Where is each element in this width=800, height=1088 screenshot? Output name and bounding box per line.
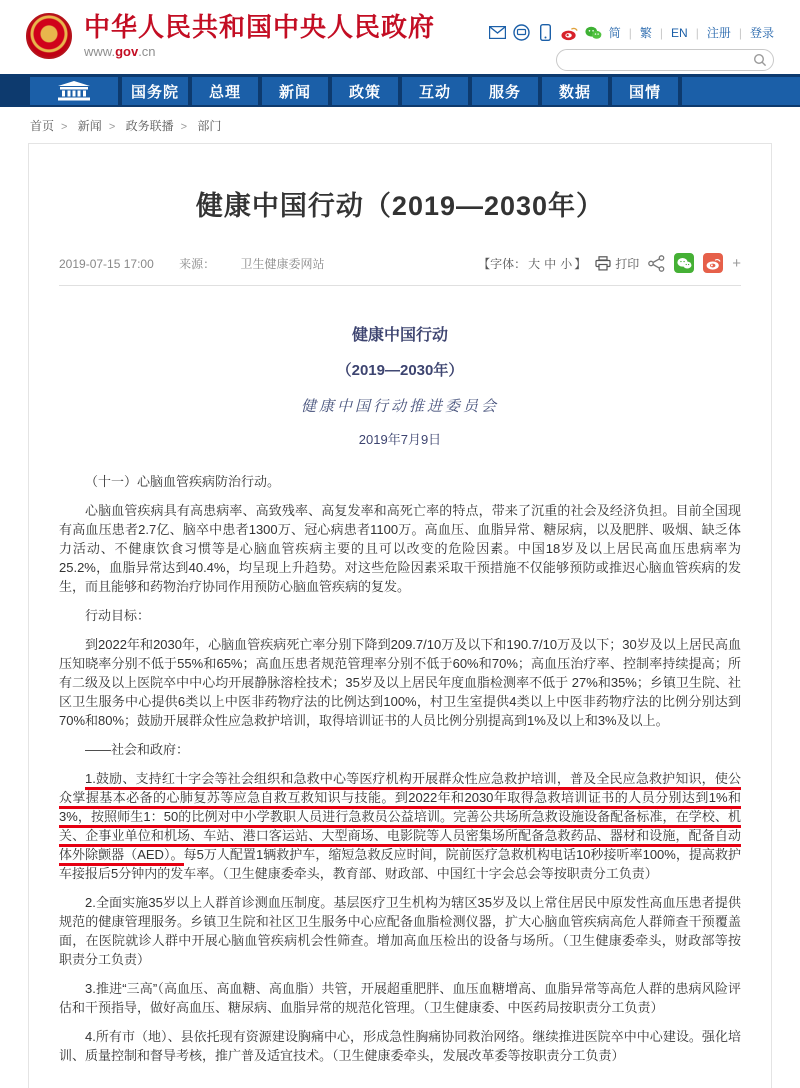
- paragraph-text: 2.全面实施35岁以上人群首诊测血压制度。基层医疗卫生机构为辖区35岁及以上常住居民中原发性高血压患者提供规范的健康管理服务。乡镇卫生院和社区卫生服务中心应配备血脂检测仪器，扩大心脑血管疾病高危人群筛查干预覆盖面，在医院就诊人群中开展心脑血管疾病机会性筛查。增加高血压检出的设备与场所。（卫生健康委牵头，财政部等按职责分工负责）: [59, 895, 741, 967]
- font-medium-button[interactable]: 中: [544, 256, 557, 271]
- breadcrumb-separator: >: [108, 121, 116, 133]
- doc-heading-years: （2019—2030年）: [336, 362, 464, 379]
- publish-date: 2019-07-15 17:00: [59, 256, 154, 271]
- separator: |: [659, 25, 664, 40]
- logo-text: [84, 13, 435, 59]
- site-title: 中华人民共和国中央人民政府: [84, 12, 436, 43]
- mobile-icon[interactable]: [537, 24, 554, 41]
- meta-divider: [59, 285, 741, 286]
- source-name: 卫生健康委网站: [240, 256, 325, 271]
- nav-item-policy[interactable]: 政策: [332, 77, 398, 105]
- doc-heading-committee: 健康中国行动推进委员会: [300, 397, 499, 415]
- mail-icon[interactable]: [489, 24, 506, 41]
- article-meta-left: [59, 255, 368, 272]
- article-meta-row: [59, 253, 741, 273]
- nav-item-news[interactable]: 新闻: [262, 77, 328, 105]
- paragraph: [59, 769, 741, 883]
- doc-heading-title: 健康中国行动: [351, 327, 448, 344]
- paragraph: [59, 979, 741, 1017]
- url-domain: gov: [115, 43, 139, 59]
- paragraph: [59, 472, 741, 491]
- nav-item-interaction[interactable]: 互动: [402, 77, 468, 105]
- breadcrumb-gov-broadcast[interactable]: 政务联播: [125, 119, 174, 133]
- breadcrumb-separator: >: [61, 121, 68, 133]
- nav-item-services[interactable]: 服务: [472, 77, 538, 105]
- nav-item-data[interactable]: 数据: [542, 77, 608, 105]
- font-size-widget: [478, 255, 586, 272]
- article-title: 健康中国行动（2019—2030年）: [195, 191, 605, 221]
- search-input[interactable]: [567, 53, 753, 67]
- print-label: 打印: [615, 256, 640, 271]
- message-icon[interactable]: [513, 24, 530, 41]
- breadcrumb-news[interactable]: 新闻: [77, 119, 102, 133]
- paragraph-text: ——社会和政府：: [85, 742, 190, 757]
- nav-item-national[interactable]: 国情: [612, 77, 678, 105]
- font-widget-prefix: 【字体：: [478, 256, 527, 271]
- paragraph: [59, 893, 741, 969]
- site-logo[interactable]: [26, 13, 435, 59]
- paragraph: [59, 501, 741, 596]
- lang-traditional-link[interactable]: 繁: [639, 26, 652, 40]
- source-label: 来源：: [179, 256, 216, 271]
- printer-icon: [595, 256, 611, 271]
- national-emblem-icon: [26, 13, 72, 59]
- paragraph-text: 行动目标：: [85, 608, 151, 623]
- article-card: [28, 143, 772, 1088]
- url-prefix: www.: [84, 43, 116, 59]
- url-suffix: .cn: [138, 43, 156, 59]
- register-link[interactable]: 注册: [706, 26, 731, 40]
- lang-english-link[interactable]: EN: [671, 25, 688, 40]
- site-header: [0, 0, 800, 74]
- document-heading: [59, 322, 741, 448]
- nav-item-state-council[interactable]: 国务院: [122, 77, 188, 105]
- weibo-icon[interactable]: [561, 24, 578, 41]
- share-more-button[interactable]: +: [732, 254, 741, 272]
- paragraph: [59, 635, 741, 730]
- paragraph-text: 到2022年和2030年，心脑血管疾病死亡率分别下降到209.7/10万及以下和190.7/10万及以下；30岁及以上居民高血压知晓率分别不低于55%和65%；高血压患者规范管理率分别不低于60%和70%；高血压治疗率、控制率持续提高；所有二级及以上医院卒中中心均开展静脉溶栓技术；35岁及以上居民年度血脂检测率不低于 27%和35%；乡镇卫生院、社区卫生服务中心提供6类以上中医非药物疗法的比例达到100%，村卫生室提供4类以上中医非药物疗法的比例分别达到70%和80%；鼓励开展群众性应急救护培训，取得培训证书的人员比例分别提高到1%及以上和3%及以上。: [59, 637, 741, 728]
- site-url: [84, 44, 435, 59]
- share-wechat-button[interactable]: [674, 253, 694, 273]
- login-link[interactable]: 登录: [749, 26, 774, 40]
- separator: |: [738, 25, 742, 40]
- breadcrumb-separator: >: [180, 121, 188, 133]
- paragraph-text: 4.所有市（地）、县依托现有资源建设胸痛中心，形成急性胸痛协同救治网络。继续推进医院卒中中心建设。强化培训、质量控制和督导考核，推广普及适宜技术。（卫生健康委牵头，发展改革委等按职责分工负责）: [59, 1029, 741, 1063]
- nav-filler: [682, 77, 800, 105]
- main-nav: [0, 74, 800, 107]
- breadcrumb-departments[interactable]: 部门: [197, 119, 222, 133]
- header-utilities: [489, 24, 774, 71]
- nav-spacer: [0, 77, 30, 105]
- lang-simplified-link[interactable]: 简: [608, 26, 621, 40]
- share-weibo-button[interactable]: [703, 253, 723, 273]
- paragraph-text: （十一）心脑血管疾病防治行动。: [85, 474, 281, 489]
- share-icon[interactable]: [648, 255, 665, 272]
- separator: |: [628, 25, 632, 40]
- red-underlined-text: 1.鼓励、支持红十字会等社会组织和急救中心等医疗机构开展群众性应急救护培训，普及全民应急救护知识，使公众掌握基本必备的心肺复苏等应急自救互救知识与技能。到2022年和2030年取得急救培训证书的人员分别达到1%和3%，按照师生1：50的比例对中小学教职人员进行急救员公益培训。完善公共场所急救设施设备配备标准，在学校、机关、企事业单位和机场、车站、港口客运站、大型商场、电影院等人员密集场所配备急救药品、器材和设施，配备自动体外除颤器（AED）。: [59, 771, 741, 866]
- search-box[interactable]: [556, 49, 774, 71]
- breadcrumb-home[interactable]: 首页: [30, 119, 55, 133]
- search-icon[interactable]: [753, 53, 767, 67]
- paragraph: [59, 740, 741, 759]
- separator: |: [695, 25, 699, 40]
- source: [179, 257, 346, 271]
- wechat-icon[interactable]: [585, 24, 602, 41]
- breadcrumb: [0, 107, 800, 143]
- paragraph-text: 每5万人配置1辆救护车，缩短急救反应时间，院前医疗急救机构电话10秒接听率100%，提高救护车接报后5分钟内的发车率。（卫生健康委牵头，教育部、财政部、中国红十字会总会等按职责分工负责）: [59, 847, 742, 881]
- paragraph-text: 3.推进“三高”（高血压、高血糖、高血脂）共管，开展超重肥胖、血压血糖增高、血脂异常等高危人群的患病风险评估和干预指导，做好高血压、糖尿病、血脂异常的规范化管理。（卫生健康委、中医药局按职责分工负责）: [59, 981, 741, 1015]
- nav-item-premier[interactable]: 总理: [192, 77, 258, 105]
- font-widget-suffix: 】: [574, 256, 587, 271]
- print-button[interactable]: [595, 255, 639, 272]
- paragraph: [59, 606, 741, 625]
- article-meta-right: [478, 253, 741, 273]
- doc-heading-date: 2019年7月9日: [358, 432, 442, 447]
- font-small-button[interactable]: 小: [560, 256, 573, 271]
- nav-home-button[interactable]: [30, 77, 118, 105]
- tiananmen-icon: [52, 80, 96, 102]
- article-body: [59, 472, 741, 1065]
- font-large-button[interactable]: 大: [528, 256, 541, 271]
- paragraph: [59, 1027, 741, 1065]
- utility-row: [489, 24, 774, 41]
- paragraph-text: 心脑血管疾病具有高患病率、高致残率、高复发率和高死亡率的特点，带来了沉重的社会及经济负担。目前全国现有高血压患者2.7亿、脑卒中患者1300万、冠心病患者1100万。高血压、血脂异常、糖尿病，以及肥胖、吸烟、缺乏体力活动、不健康饮食习惯等是心脑血管疾病主要的且可以改变的危险因素。中国18岁及以上居民高血压患病率为25.2%，血脂异常达到40.4%，均呈现上升趋势。对这些危险因素采取干预措施不仅能够预防或推迟心脑血管疾病的发生，而且能够和药物治疗协同作用预防心脑血管疾病的复发。: [59, 503, 741, 594]
